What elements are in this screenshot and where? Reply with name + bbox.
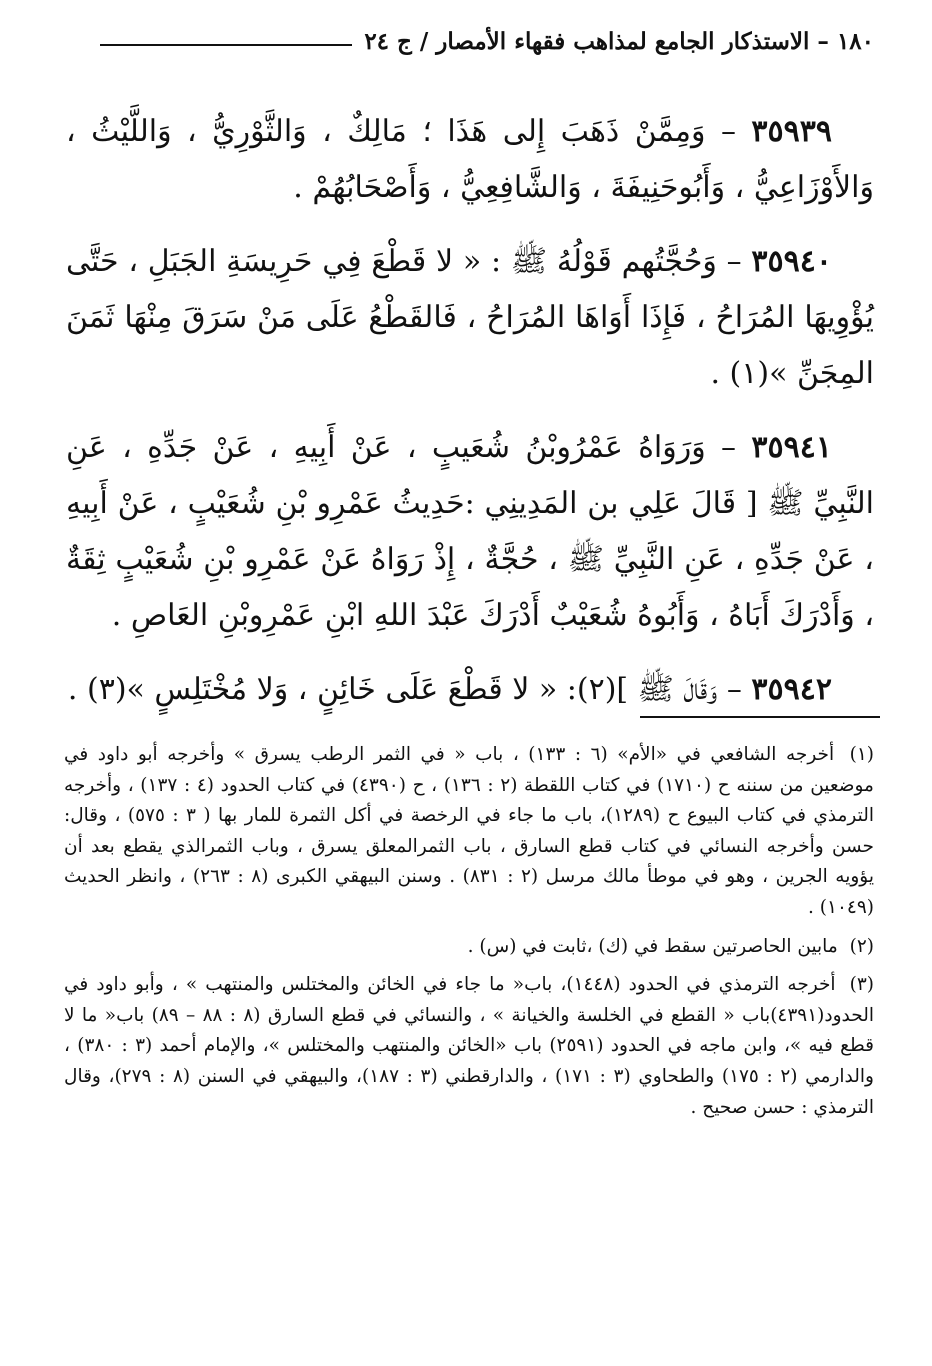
footnotes — [64, 740, 874, 1131]
footnote — [64, 740, 874, 924]
paragraph-number: ٣٥٩٣٩ — [751, 114, 832, 149]
paragraph — [66, 234, 874, 402]
page-header — [100, 28, 874, 55]
header-rule — [100, 44, 352, 46]
footnote-number: (١) — [849, 744, 874, 765]
footnote-text: أخرجه الترمذي في الحدود (١٤٤٨)، باب« ما جاء في الخائن والمختلس والمنتهب » ، وأبو داود في الحدود(٤٣٩١)باب « القطع في الخلسة والخيانة » ، والنسائي في قطع السارق (٨ : ٨٨ – ٨٩) باب« ما لا قطع فيه »، وابن ماجه في الحدود (٢٥٩١) باب «الخائن والمنتهب والمختلس »، والإمام أحمد (٣ : ٣٨٠) ، والدارمي (٢ : ١٧٥) والطحاوي (٣ : ١٧١) ، والدارقطني (٣ : ١٨٧)، والبيهقي في السنن (٨ : ٢٧٩)، وقال الترمذي : حسن صحيح . — [64, 974, 875, 1118]
paragraph — [66, 662, 874, 718]
footnote-text: أخرجه الشافعي في «الأم» (٦ : ١٣٣) ، باب « في الثمر الرطب يسرق » وأخرجه أبو داود في موضعين من سننه ح (١٧١٠) في كتاب اللقطة (٢ : ١٣٦) ، ح (٤٣٩٠) في كتاب الحدود (٤ : ١٣٧) ، وأخرجه الترمذي في كتاب البيوع ح (١٢٨٩)، باب ما جاء في الرخصة في أكل الثمرة للمار بها ( ٣ : ٥٧٥) ، وقال: حسن وأخرجه النسائي في كتاب قطع السارق ، باب الثمرالمعلق يسرق ، وباب الثمرالذي يقطع بعد أن يؤويه الجرين ، وهو في موطأ مالك مرسل (٢ : ٨٣١) . وسنن البيهقي الكبرى (٨ : ٢٦٣) ، وانظر الحديث (١٠٤٩) . — [64, 744, 874, 918]
footnote — [64, 970, 874, 1123]
paragraph-text: – وَمِمَّنْ ذَهَبَ إِلى هَذَا ؛ مَالِكٌ ، وَالثَّوْرِيُّ ، وَاللَّيْثُ ، وَالأَوْزَاعِيُّ ، وَأَبُوحَنِيفَةَ ، وَالشَّافِعِيُّ ، وَأَصْحَابُهُمْ . — [66, 114, 874, 205]
paragraph-number: ٣٥٩٤٠ — [751, 244, 832, 279]
footnote — [64, 932, 874, 963]
footnote-separator — [640, 716, 880, 718]
main-text — [66, 104, 874, 718]
footnote-number: (٣) — [849, 974, 874, 996]
paragraph-text: – وَقَالَ ﷺ ](٢): « لا قَطْعَ عَلَى خَائِنٍ ، وَلا مُخْتَلِسٍ »(٣) . — [67, 672, 742, 707]
paragraph-number: ٣٥٩٤١ — [751, 430, 832, 465]
footnote-number: (٢) — [849, 935, 874, 957]
paragraph-text: – وَرَوَاهُ عَمْرُوبْنُ شُعَيبٍ ، عَنْ أَبِيهِ ، عَنْ جَدِّهِ ، عَنِ النَّبِيِّ ﷺ [ قَالَ عَلِي بن المَدِينِي :حَدِيثُ عَمْرِو بْنِ شُعَيْبٍ ، عَنْ أَبِيهِ ، عَنْ جَدِّهِ ، عَنِ النَّبِيِّ ﷺ ، حُجَّةٌ ، إِذْ رَوَاهُ عَنْ عَمْرِو بْنِ شُعَيْبٍ ثِقَةٌ ، وَأَدْرَكَ أَبَاهُ ، وَأَبُوهُ شُعَيْبٌ أَدْرَكَ عَبْدَ اللهِ ابْنِ عَمْرِوبْنِ العَاصِ . — [66, 430, 874, 633]
footnote-text: مابين الحاصرتين سقط في (ك) ،ثابت في (س) . — [467, 935, 838, 957]
paragraph — [66, 420, 874, 644]
paragraph-number: ٣٥٩٤٢ — [751, 672, 832, 707]
running-title: ١٨٠ – الاستذكار الجامع لمذاهب فقهاء الأمصار / ج ٢٤ — [364, 28, 874, 55]
paragraph — [66, 104, 874, 216]
paragraph-text: – وَحُجَّتُهم قَوْلُهُ ﷺ : « لا قَطْعَ فِي حَرِيسَةِ الجَبَلِ ، حَتَّى يُؤْوِيهَا المُرَاحُ ، فَإِذَا أَوَاهَا المُرَاحُ ، فَالقَطْعُ عَلَى مَنْ سَرَقَ مِنْهَا ثَمَنَ المِجَنِّ »(١) . — [66, 244, 874, 391]
